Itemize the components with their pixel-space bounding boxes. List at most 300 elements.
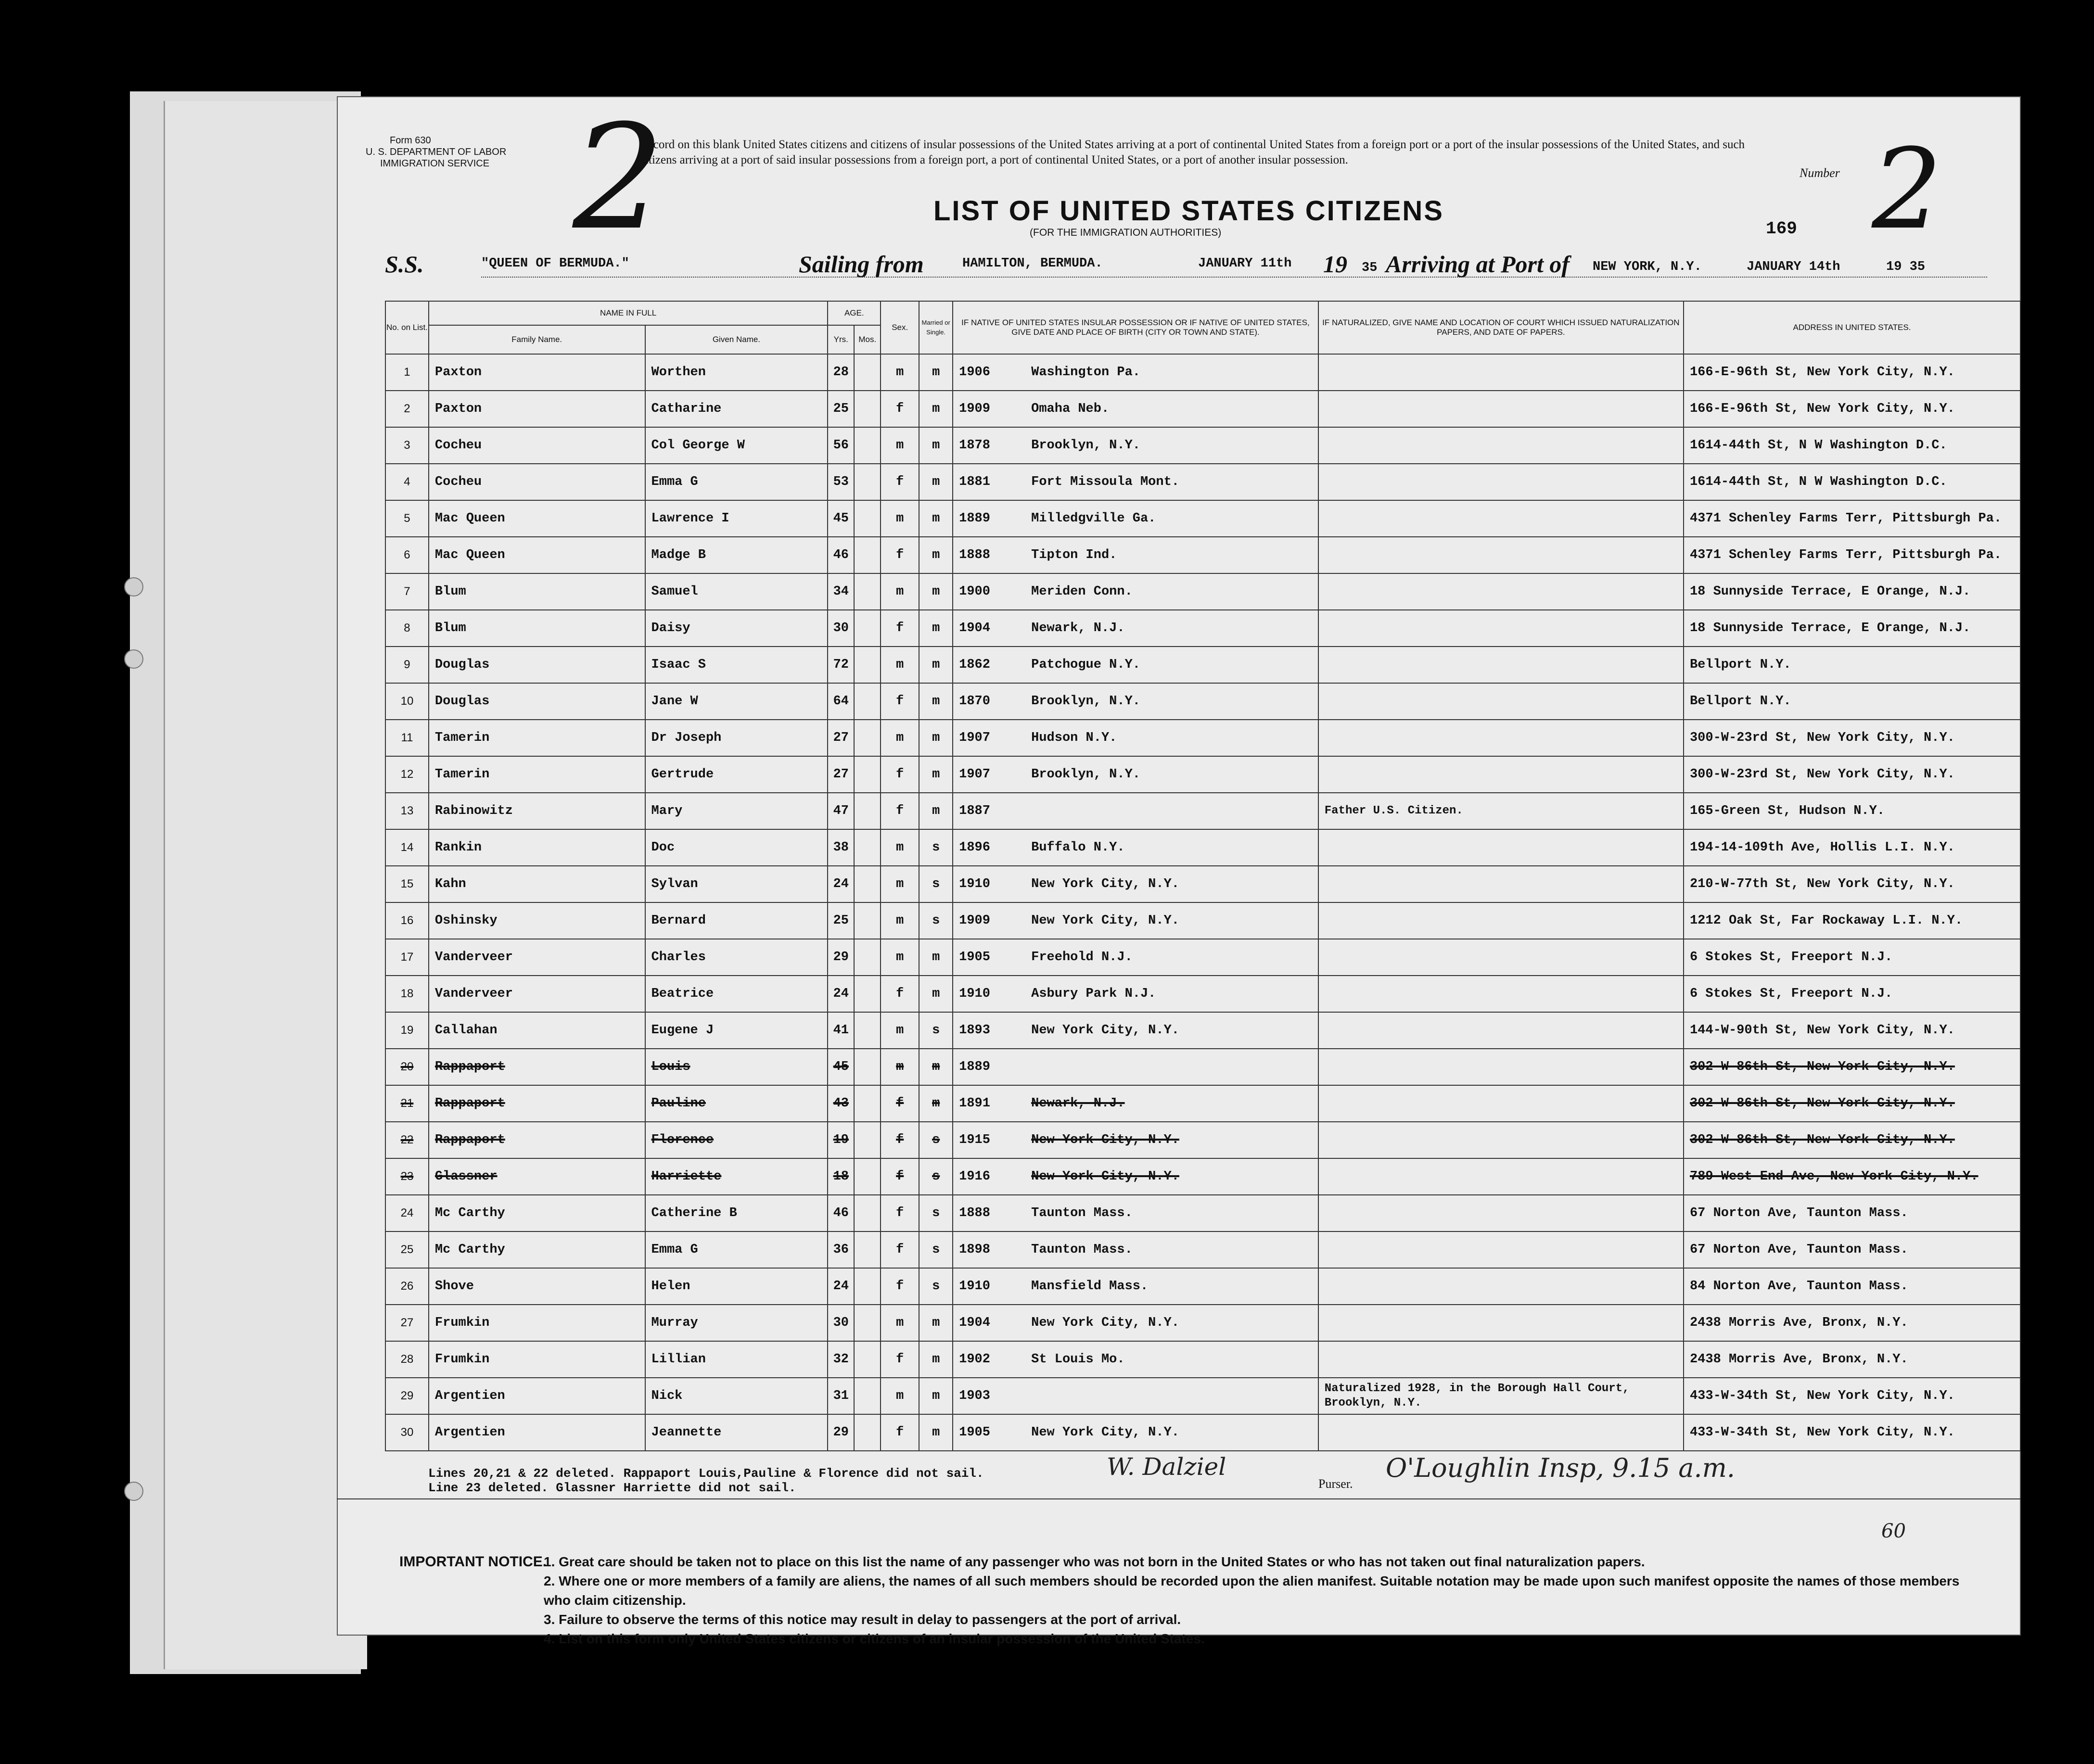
naturalization-info — [1318, 866, 1684, 902]
birth-year: 1906 — [959, 365, 990, 380]
row-number: 2 — [385, 391, 429, 427]
sailing-from-label: Sailing from — [799, 251, 924, 278]
address: 67 Norton Ave, Taunton Mass. — [1684, 1195, 2020, 1231]
birth-place: New York City, N.Y. — [1031, 1425, 1179, 1440]
birth-info — [953, 573, 1318, 610]
table-row — [385, 976, 2020, 1012]
birth-year: 1870 — [959, 694, 990, 709]
family-name: Frumkin — [429, 1341, 645, 1378]
family-name: Rabinowitz — [429, 793, 645, 829]
age-months — [854, 939, 881, 976]
marital-status: s — [919, 1268, 953, 1305]
age-years: 47 — [828, 793, 854, 829]
birth-place: Taunton Mass. — [1031, 1206, 1133, 1220]
sex: f — [881, 1341, 919, 1378]
birth-year: 1904 — [959, 621, 990, 635]
sex: f — [881, 756, 919, 793]
age-years: 36 — [828, 1231, 854, 1268]
sex: m — [881, 647, 919, 683]
row-number: 3 — [385, 427, 429, 464]
purser-signature: W. Dalziel — [1107, 1453, 1226, 1481]
given-name: Catherine B — [645, 1195, 828, 1231]
given-name: Daisy — [645, 610, 828, 647]
given-name: Helen — [645, 1268, 828, 1305]
given-name: Jane W — [645, 683, 828, 720]
age-months — [854, 756, 881, 793]
naturalization-info — [1318, 500, 1684, 537]
notice-heading: IMPORTANT NOTICE. — [399, 1554, 547, 1570]
marital-status: m — [919, 756, 953, 793]
naturalization-info — [1318, 1305, 1684, 1341]
col-married: Married or Single. — [919, 301, 953, 354]
address: Bellport N.Y. — [1684, 647, 2020, 683]
given-name: Samuel — [645, 573, 828, 610]
age-months — [854, 537, 881, 573]
family-name: Tamerin — [429, 720, 645, 756]
age-months — [854, 866, 881, 902]
birth-info — [953, 1158, 1318, 1195]
col-naturalized: IF NATURALIZED, GIVE NAME AND LOCATION OF COURT WHICH ISSUED NATURALIZATION PAPERS, AND DATE OF PAPERS. — [1318, 301, 1684, 354]
table-row — [385, 793, 2020, 829]
birth-place: Brooklyn, N.Y. — [1031, 767, 1140, 782]
birth-place: Meriden Conn. — [1031, 584, 1133, 599]
birth-year: 1907 — [959, 767, 990, 782]
birth-info — [953, 500, 1318, 537]
sex: m — [881, 939, 919, 976]
table-row — [385, 1341, 2020, 1378]
manifest-table — [385, 301, 2021, 1451]
birth-place: New York City, N.Y. — [1031, 1023, 1179, 1038]
address: 789 West End Ave, New York City, N.Y. — [1684, 1158, 2020, 1195]
birth-year: 1915 — [959, 1133, 990, 1147]
birth-year: 1900 — [959, 584, 990, 599]
birth-place: Brooklyn, N.Y. — [1031, 694, 1140, 709]
marital-status: s — [919, 902, 953, 939]
purser-label: Purser. — [1318, 1477, 1353, 1491]
age-months — [854, 720, 881, 756]
row-number: 24 — [385, 1195, 429, 1231]
sex: m — [881, 354, 919, 391]
arriving-port: NEW YORK, N.Y. — [1593, 260, 1702, 274]
naturalization-info — [1318, 1122, 1684, 1158]
marital-status: m — [919, 647, 953, 683]
family-name: Rappaport — [429, 1122, 645, 1158]
birth-info — [953, 610, 1318, 647]
birth-place: Hudson N.Y. — [1031, 731, 1117, 745]
age-months — [854, 500, 881, 537]
birth-place: New York City, N.Y. — [1031, 914, 1179, 928]
family-name: Shove — [429, 1268, 645, 1305]
sex: m — [881, 902, 919, 939]
birth-year: 1902 — [959, 1352, 990, 1367]
birth-year: 1910 — [959, 987, 990, 1001]
ship-line-rule — [481, 277, 1987, 278]
birth-info — [953, 1378, 1318, 1414]
age-years: 64 — [828, 683, 854, 720]
naturalization-info — [1318, 1231, 1684, 1268]
sex: m — [881, 866, 919, 902]
naturalization-info — [1318, 939, 1684, 976]
sex: f — [881, 1195, 919, 1231]
footer-rule — [337, 1498, 2021, 1499]
birth-year: 1881 — [959, 475, 990, 489]
marital-status: m — [919, 1341, 953, 1378]
age-months — [854, 1378, 881, 1414]
number-label: Number — [1800, 166, 1840, 180]
col-yrs: Yrs. — [828, 325, 854, 354]
age-months — [854, 1414, 881, 1451]
family-name: Vanderveer — [429, 976, 645, 1012]
marital-status: m — [919, 610, 953, 647]
table-row — [385, 391, 2020, 427]
address: 300-W-23rd St, New York City, N.Y. — [1684, 756, 2020, 793]
marital-status: s — [919, 829, 953, 866]
given-name: Isaac S — [645, 647, 828, 683]
birth-info — [953, 1012, 1318, 1049]
row-number: 15 — [385, 866, 429, 902]
family-name: Frumkin — [429, 1305, 645, 1341]
marital-status: s — [919, 1158, 953, 1195]
family-name: Paxton — [429, 391, 645, 427]
given-name: Col George W — [645, 427, 828, 464]
family-name: Cocheu — [429, 427, 645, 464]
naturalization-info — [1318, 537, 1684, 573]
row-number: 30 — [385, 1414, 429, 1451]
family-name: Rappaport — [429, 1049, 645, 1085]
birth-year: 1909 — [959, 914, 990, 928]
sex: f — [881, 610, 919, 647]
birth-year: 1903 — [959, 1389, 990, 1403]
age-years: 30 — [828, 610, 854, 647]
sex: m — [881, 720, 919, 756]
table-row — [385, 610, 2020, 647]
birth-info — [953, 1305, 1318, 1341]
given-name: Charles — [645, 939, 828, 976]
address: 302-W-86th St, New York City, N.Y. — [1684, 1085, 2020, 1122]
binder-hole — [124, 649, 143, 669]
marital-status: m — [919, 793, 953, 829]
address: 67 Norton Ave, Taunton Mass. — [1684, 1231, 2020, 1268]
family-name: Blum — [429, 573, 645, 610]
table-row — [385, 866, 2020, 902]
sex: m — [881, 427, 919, 464]
row-number: 27 — [385, 1305, 429, 1341]
row-number: 29 — [385, 1378, 429, 1414]
given-name: Eugene J — [645, 1012, 828, 1049]
given-name: Mary — [645, 793, 828, 829]
naturalization-info: Naturalized 1928, in the Borough Hall Court, Brooklyn, N.Y. — [1318, 1378, 1684, 1414]
age-months — [854, 573, 881, 610]
col-age: AGE. — [828, 301, 881, 325]
address: 210-W-77th St, New York City, N.Y. — [1684, 866, 2020, 902]
given-name: Emma G — [645, 464, 828, 500]
table-row — [385, 1012, 2020, 1049]
birth-place: Tipton Ind. — [1031, 548, 1117, 562]
age-years: 46 — [828, 537, 854, 573]
col-sex: Sex. — [881, 301, 919, 354]
birth-year: 1878 — [959, 438, 990, 453]
naturalization-info — [1318, 902, 1684, 939]
row-number: 22 — [385, 1122, 429, 1158]
inspector-note: O'Loughlin Insp, 9.15 a.m. — [1386, 1453, 1735, 1483]
table-row — [385, 354, 2020, 391]
age-months — [854, 464, 881, 500]
row-number: 20 — [385, 1049, 429, 1085]
table-row — [385, 1085, 2020, 1122]
age-months — [854, 683, 881, 720]
marital-status: m — [919, 1378, 953, 1414]
age-months — [854, 1305, 881, 1341]
birth-place: Patchogue N.Y. — [1031, 658, 1140, 672]
row-number: 14 — [385, 829, 429, 866]
age-years: 25 — [828, 902, 854, 939]
birth-year: 1907 — [959, 731, 990, 745]
row-number: 6 — [385, 537, 429, 573]
given-name: Dr Joseph — [645, 720, 828, 756]
given-name: Gertrude — [645, 756, 828, 793]
given-name: Madge B — [645, 537, 828, 573]
marital-status: m — [919, 391, 953, 427]
row-number: 1 — [385, 354, 429, 391]
binder-hole — [124, 577, 143, 596]
marital-status: m — [919, 720, 953, 756]
family-name: Mac Queen — [429, 500, 645, 537]
marital-status: m — [919, 1305, 953, 1341]
sex: f — [881, 793, 919, 829]
sex: m — [881, 500, 919, 537]
naturalization-info — [1318, 1085, 1684, 1122]
age-years: 32 — [828, 1341, 854, 1378]
table-row — [385, 537, 2020, 573]
list-title: LIST OF UNITED STATES CITIZENS — [933, 195, 1444, 227]
birth-year: 1910 — [959, 877, 990, 891]
birth-year: 1889 — [959, 511, 990, 526]
table-row — [385, 573, 2020, 610]
row-number: 17 — [385, 939, 429, 976]
birth-year: 1910 — [959, 1279, 990, 1294]
naturalization-info — [1318, 1158, 1684, 1195]
naturalization-info — [1318, 427, 1684, 464]
address: 194-14-109th Ave, Hollis L.I. N.Y. — [1684, 829, 2020, 866]
marital-status: s — [919, 1012, 953, 1049]
age-months — [854, 829, 881, 866]
family-name: Argentien — [429, 1378, 645, 1414]
arriving-year: 19 35 — [1886, 260, 1926, 274]
age-months — [854, 1195, 881, 1231]
notice-item-1: 1. Great care should be taken not to place on this list the name of any passenger who was not born in the United States or who has not taken out final naturalization papers. — [544, 1554, 1645, 1569]
row-number: 18 — [385, 976, 429, 1012]
ship-name: "QUEEN OF BERMUDA." — [481, 256, 629, 271]
birth-info — [953, 939, 1318, 976]
given-name: Louis — [645, 1049, 828, 1085]
age-years: 56 — [828, 427, 854, 464]
sex: f — [881, 537, 919, 573]
birth-place: Taunton Mass. — [1031, 1243, 1133, 1257]
age-years: 72 — [828, 647, 854, 683]
age-years: 45 — [828, 1049, 854, 1085]
family-name: Blum — [429, 610, 645, 647]
row-number: 23 — [385, 1158, 429, 1195]
family-name: Douglas — [429, 683, 645, 720]
row-number: 28 — [385, 1341, 429, 1378]
age-months — [854, 1122, 881, 1158]
naturalization-info — [1318, 720, 1684, 756]
address: 166-E-96th St, New York City, N.Y. — [1684, 354, 2020, 391]
address: 302-W-86th St, New York City, N.Y. — [1684, 1122, 2020, 1158]
birth-place: Buffalo N.Y. — [1031, 840, 1125, 855]
family-name: Mac Queen — [429, 537, 645, 573]
age-years: 30 — [828, 1305, 854, 1341]
age-years: 28 — [828, 354, 854, 391]
table-row — [385, 1195, 2020, 1231]
family-name: Douglas — [429, 647, 645, 683]
sex: f — [881, 976, 919, 1012]
address: 1614-44th St, N W Washington D.C. — [1684, 427, 2020, 464]
notice-item-3: 3. Failure to observe the terms of this notice may result in delay to passengers at the port of arrival. — [544, 1612, 1181, 1627]
age-years: 45 — [828, 500, 854, 537]
family-name: Cocheu — [429, 464, 645, 500]
given-name: Florence — [645, 1122, 828, 1158]
address: 84 Norton Ave, Taunton Mass. — [1684, 1268, 2020, 1305]
marital-status: m — [919, 573, 953, 610]
marital-status: s — [919, 866, 953, 902]
age-months — [854, 391, 881, 427]
naturalization-info — [1318, 1268, 1684, 1305]
col-mos: Mos. — [854, 325, 881, 354]
birth-year: 1896 — [959, 840, 990, 855]
address: 144-W-90th St, New York City, N.Y. — [1684, 1012, 2020, 1049]
family-name: Kahn — [429, 866, 645, 902]
marital-status: s — [919, 1122, 953, 1158]
naturalization-info — [1318, 683, 1684, 720]
birth-info — [953, 793, 1318, 829]
list-subtitle: (FOR THE IMMIGRATION AUTHORITIES) — [1030, 227, 1222, 238]
age-months — [854, 1012, 881, 1049]
department-label: U. S. DEPARTMENT OF LABOR — [366, 147, 507, 157]
age-months — [854, 354, 881, 391]
birth-place: New York City, N.Y. — [1031, 1169, 1179, 1184]
marital-status: m — [919, 354, 953, 391]
age-years: 24 — [828, 976, 854, 1012]
address: 2438 Morris Ave, Bronx, N.Y. — [1684, 1341, 2020, 1378]
notice-list — [544, 1552, 1987, 1649]
address: 302-W-86th St, New York City, N.Y. — [1684, 1049, 2020, 1085]
sailing-from-value: HAMILTON, BERMUDA. — [962, 256, 1103, 271]
sex: m — [881, 1305, 919, 1341]
birth-year: 1862 — [959, 658, 990, 672]
ss-label: S.S. — [385, 251, 424, 278]
row-number: 12 — [385, 756, 429, 793]
family-name: Callahan — [429, 1012, 645, 1049]
naturalization-info — [1318, 610, 1684, 647]
birth-info — [953, 537, 1318, 573]
birth-info — [953, 1268, 1318, 1305]
family-name: Paxton — [429, 354, 645, 391]
table-row — [385, 939, 2020, 976]
address: Bellport N.Y. — [1684, 683, 2020, 720]
birth-year: 1889 — [959, 1060, 990, 1074]
age-years: 41 — [828, 1012, 854, 1049]
age-years: 19 — [828, 1122, 854, 1158]
birth-year: 1916 — [959, 1169, 990, 1184]
family-name: Argentien — [429, 1414, 645, 1451]
age-years: 18 — [828, 1158, 854, 1195]
table-row — [385, 683, 2020, 720]
handwritten-list-number-right: 2 — [1872, 126, 1942, 254]
naturalization-info — [1318, 354, 1684, 391]
col-no: No. on List. — [385, 301, 429, 354]
marital-status: m — [919, 683, 953, 720]
marital-status: m — [919, 427, 953, 464]
birth-info — [953, 1195, 1318, 1231]
given-name: Sylvan — [645, 866, 828, 902]
birth-info — [953, 1414, 1318, 1451]
given-name: Lillian — [645, 1341, 828, 1378]
col-address: ADDRESS IN UNITED STATES. — [1684, 301, 2020, 354]
given-name: Bernard — [645, 902, 828, 939]
birth-info — [953, 1231, 1318, 1268]
family-name: Rappaport — [429, 1085, 645, 1122]
col-given-name: Given Name. — [645, 325, 828, 354]
birth-info — [953, 647, 1318, 683]
naturalization-info — [1318, 573, 1684, 610]
sex: m — [881, 1049, 919, 1085]
table-row — [385, 647, 2020, 683]
naturalization-info: Father U.S. Citizen. — [1318, 793, 1684, 829]
birth-info — [953, 829, 1318, 866]
marital-status: m — [919, 1085, 953, 1122]
birth-year: 1904 — [959, 1316, 990, 1330]
table-row — [385, 427, 2020, 464]
birth-year: 1888 — [959, 548, 990, 562]
age-months — [854, 1158, 881, 1195]
age-years: 31 — [828, 1378, 854, 1414]
marital-status: s — [919, 1195, 953, 1231]
birth-info — [953, 1122, 1318, 1158]
sex: m — [881, 1012, 919, 1049]
birth-year: 1905 — [959, 1425, 990, 1440]
address: 18 Sunnyside Terrace, E Orange, N.J. — [1684, 573, 2020, 610]
handwritten-list-number: 2 — [573, 94, 664, 262]
address: 6 Stokes St, Freeport N.J. — [1684, 939, 2020, 976]
age-years: 46 — [828, 1195, 854, 1231]
table-row — [385, 1122, 2020, 1158]
birth-year: 1893 — [959, 1023, 990, 1038]
row-number: 10 — [385, 683, 429, 720]
given-name: Murray — [645, 1305, 828, 1341]
birth-year: 1887 — [959, 804, 990, 818]
birth-place: Asbury Park N.J. — [1031, 987, 1156, 1001]
birth-year: 1898 — [959, 1243, 990, 1257]
naturalization-info — [1318, 1341, 1684, 1378]
row-number: 4 — [385, 464, 429, 500]
sex: f — [881, 391, 919, 427]
birth-info — [953, 1341, 1318, 1378]
deletion-note-2: Line 23 deleted. Glassner Harriette did not sail. — [428, 1481, 796, 1495]
given-name: Jeannette — [645, 1414, 828, 1451]
family-name: Oshinsky — [429, 902, 645, 939]
address: 165-Green St, Hudson N.Y. — [1684, 793, 2020, 829]
naturalization-info — [1318, 1195, 1684, 1231]
marital-status: m — [919, 537, 953, 573]
marital-status: m — [919, 464, 953, 500]
birth-info — [953, 1049, 1318, 1085]
deletion-note-1: Lines 20,21 & 22 deleted. Rappaport Louis,Pauline & Florence did not sail. — [428, 1466, 984, 1481]
sex: m — [881, 1378, 919, 1414]
age-months — [854, 1341, 881, 1378]
family-name: Mc Carthy — [429, 1231, 645, 1268]
given-name: Worthen — [645, 354, 828, 391]
